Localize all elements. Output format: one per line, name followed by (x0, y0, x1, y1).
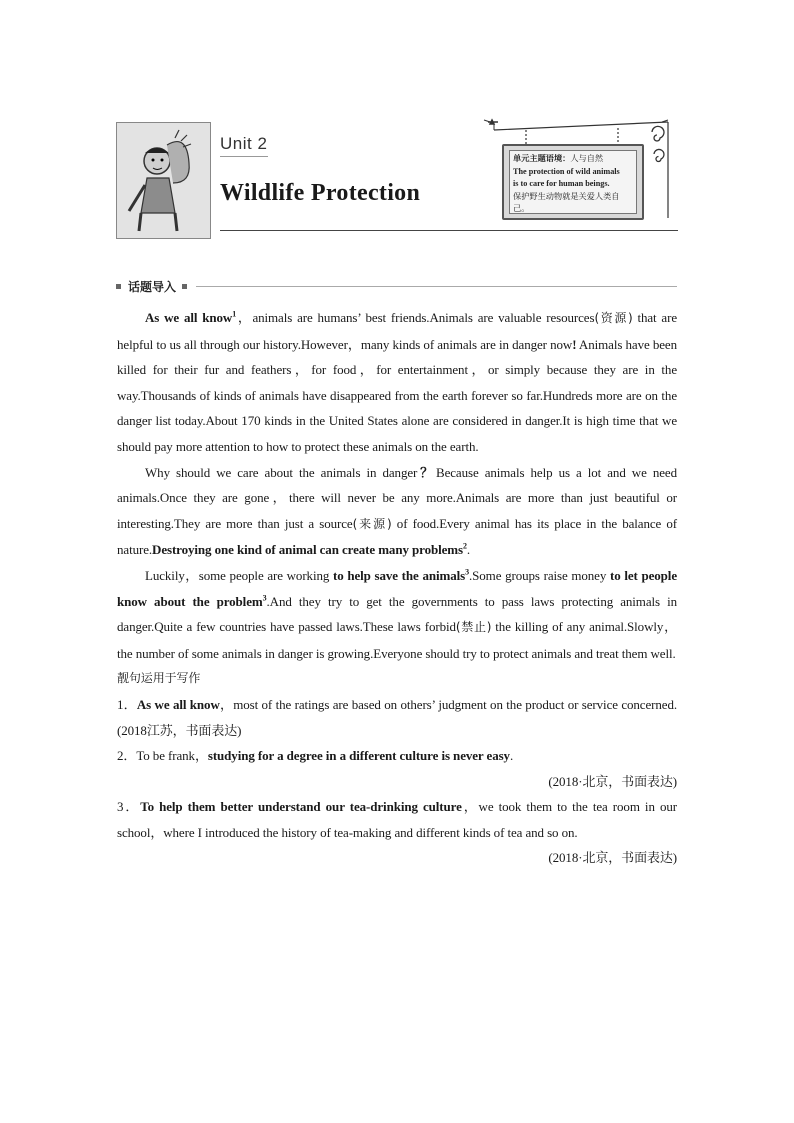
paragraph-text: .And they try to get the governments to pass laws protecting animals in danger.Quite a few countries have passed laws.These laws forbid (117, 593, 677, 635)
item-number: 1． (117, 696, 137, 712)
key-phrase-3: to help save the animals (333, 567, 466, 583)
sign-board (502, 144, 644, 220)
cartoon-illustration (116, 122, 211, 239)
footnote-marker: 3 (465, 567, 469, 577)
question-mark: ？ (417, 464, 437, 480)
example-bold: As we all know (136, 696, 220, 712)
footnote-marker: 3 (262, 593, 267, 603)
example-text: . (509, 748, 514, 764)
section-divider (196, 286, 677, 287)
paragraph-text: ，animals are humans’ best friends.Animals are valuable resources (236, 310, 595, 325)
paragraph-text: . (466, 542, 471, 558)
paragraph-text: Luckily，some people are working (145, 567, 333, 583)
source-citation: (2018·北京，书面表达) (548, 850, 677, 866)
paragraph-text: Animals have been killed for their fur and feathers，for food，for entertainment，or simply because they are in the way.Thousands of kinds of animals have disappeared from the earth forever so far.Hundreds more are on the danger list today.About 170 kinds in the United States alone are considered in danger.It is high time that we should pay more attention to how to protect these animals on the earth. (117, 336, 677, 454)
unit-title: Wildlife Protection (220, 180, 421, 206)
example-bold: To help them better understand our tea-drinking culture (140, 799, 462, 815)
footnote-marker: 2 (462, 542, 467, 552)
main-content (117, 305, 677, 871)
example-text: To be frank， (136, 748, 208, 764)
exclamation: ! (572, 336, 577, 352)
example-text: ，most of the ratings are based on others’ judgment on the product or service concerned.(2018江苏，书面表达) (117, 696, 678, 738)
item-number: 3． (117, 799, 141, 815)
paragraph-3 (117, 563, 677, 666)
paragraph-text: that are helpful to us all through our history.However，many kinds of animals are in danger now (117, 310, 677, 352)
sign-label: 单元主题语境： (513, 154, 571, 163)
sign-line4: 保护野生动物就是关爱人类自己。 (513, 191, 620, 213)
key-phrase-3b: to let people know about the problem (117, 567, 677, 609)
paragraph-2 (117, 460, 677, 563)
paragraph-text: Because animals help us a lot and we need animals.Once they are gone，there will never be any more.Animals are more than just beautiful or interesting.They are more than just a source (117, 464, 677, 531)
square-bullet-icon (116, 284, 121, 289)
unit-header (116, 118, 678, 238)
item-number: 2． (117, 748, 137, 764)
paragraph-text: of food.Every animal has its place in the balance of nature. (117, 515, 677, 558)
theme-sign (478, 118, 678, 230)
section-heading-text: 话题导入 (128, 280, 177, 294)
sign-theme: 人与自然 (570, 154, 604, 163)
footnote-marker: 1 (232, 309, 237, 319)
key-phrase-2: Destroying one kind of animal can create many problems (152, 542, 463, 558)
example-text: ，we took them to the tea room in our school，where I introduced the history of tea-making and different kinds of tea and so on. (117, 799, 677, 840)
header-rule (220, 230, 678, 231)
paragraph-text: Why should we care about the animals in danger (145, 464, 418, 480)
unit-underline (220, 156, 268, 157)
sign-text (509, 150, 637, 214)
example-sentence-2 (117, 743, 677, 769)
example-sentence-1 (117, 692, 677, 743)
example-bold: studying for a degree in a different culture is never easy (207, 748, 510, 764)
gloss: (来源) (352, 516, 392, 531)
paragraph-text: .Some groups raise money (469, 567, 610, 583)
paragraph-text: the killing of any animal.Slowly，the number of some animals in danger is growing.Everyone should try to protect animals and treat them well. (117, 619, 678, 661)
gloss: (禁止) (455, 620, 492, 635)
example-sentence-3 (117, 794, 677, 845)
paragraph-1 (117, 305, 677, 460)
gloss: (资源) (594, 311, 633, 325)
key-phrase-1: As we all know (145, 310, 233, 325)
square-bullet-icon (182, 284, 187, 289)
sign-line2: The protection of wild animals (513, 166, 620, 176)
source-citation: (2018·北京，书面表达) (548, 773, 677, 789)
writing-heading: 靓句运用于写作 (117, 671, 201, 686)
unit-number: Unit 2 (220, 134, 268, 153)
section-heading (116, 278, 187, 295)
sign-line3: is to care for human beings. (513, 179, 610, 188)
